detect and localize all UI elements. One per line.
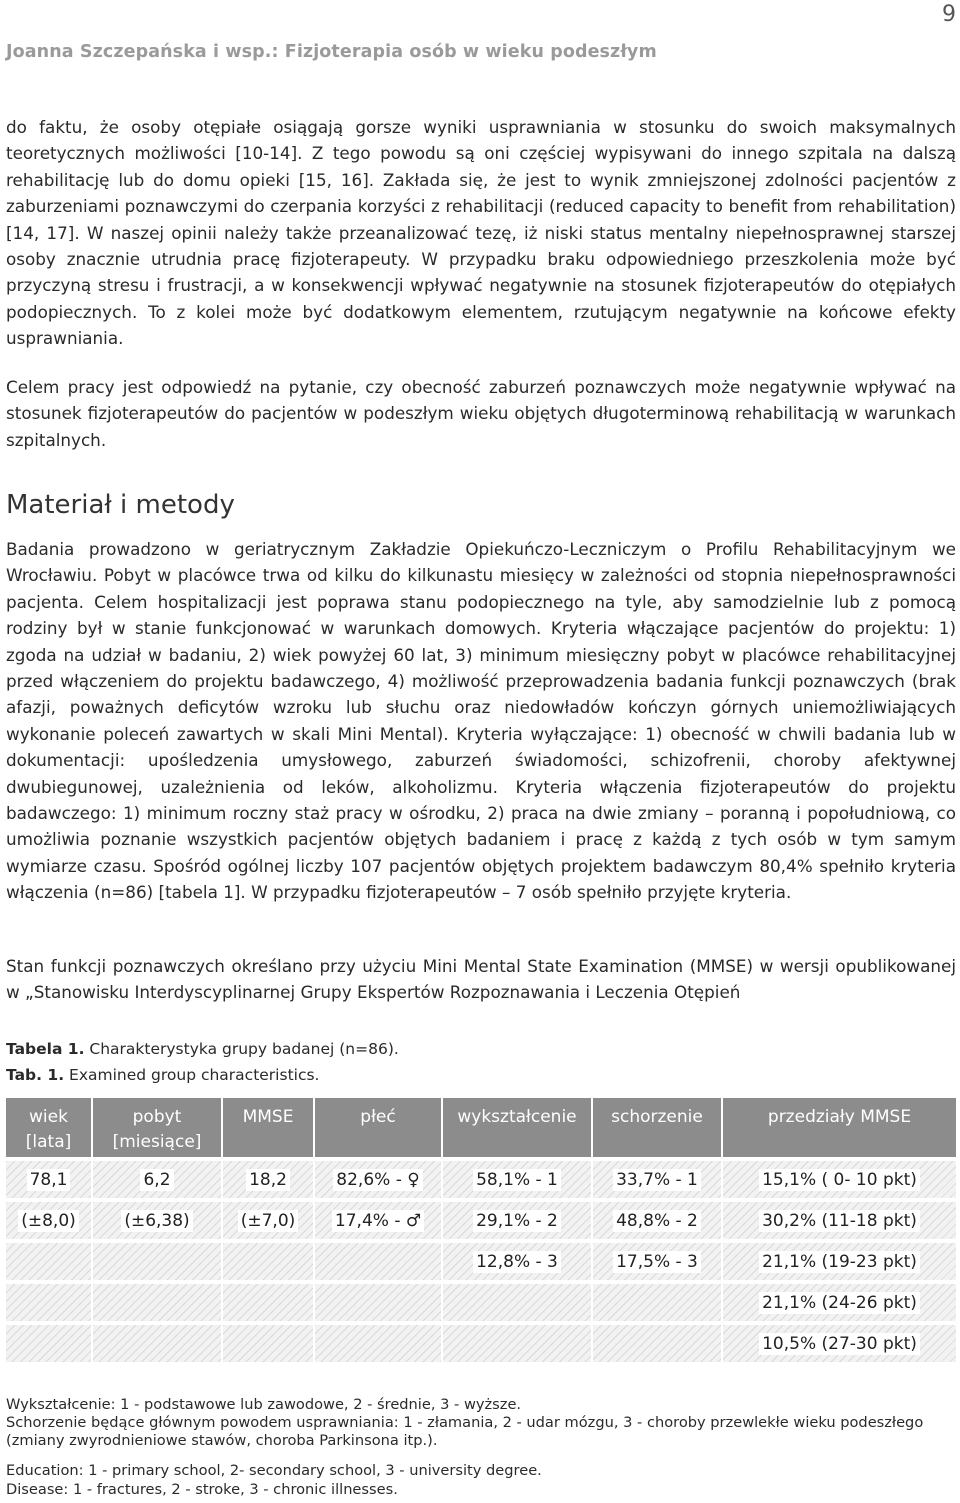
page-number: 9 xyxy=(942,2,956,27)
table-cell xyxy=(6,1200,92,1241)
table-row xyxy=(6,1241,956,1282)
cell-value: 18,2 xyxy=(246,1169,290,1191)
cell-value: 33,7% - 1 xyxy=(613,1169,701,1191)
table-caption-pl-label: Tabela 1. xyxy=(6,1040,85,1058)
table-cell xyxy=(92,1282,222,1323)
cell-value: 15,1% ( 0- 10 pkt) xyxy=(759,1169,920,1191)
legend-education-en: Education: 1 - primary school, 2- secondary school, 3 - university degree. xyxy=(6,1462,542,1479)
table-cell xyxy=(592,1323,722,1364)
table-cell xyxy=(6,1159,92,1200)
table-cell xyxy=(722,1241,956,1282)
header-age: wiek [lata] xyxy=(6,1098,92,1159)
table-cell xyxy=(592,1241,722,1282)
paragraph-intro: do faktu, że osoby otępiałe osiągają gorsze wyniki usprawniania w stosunku do swoich maksymalnych teoretycznych możliwości [10-14]. Z tego powodu są oni częściej wypisywani do innego szpitala na dalszą rehabilitację lub do domu opieki [15, 16]. Zakłada się, że jest to wynik zmniejszonej zdolności pacjentów z zaburzeniami poznawczymi do czerpania korzyści z rehabilitacji (reduced capacity to benefit from rehabilitation) [14, 17]. W naszej opinii należy także przeanalizować tezę, iż niski status mentalny niepełnosprawnej starszej osoby znacznie utrudnia pracę fizjoterapeuty. W przypadku braku odpowiedniego przeszkolenia może być przyczyną stresu i frustracji, a w konsekwencji wpływać negatywnie na stosunek fizjoterapeutów do otępiałych podopiecznych. To z kolei może być dodatkowym elementem, rzutującym negatywnie na końcowe efekty usprawniania. xyxy=(6,117,956,349)
legend-disease-pl: Schorzenie będące głównym powodem usprawniania: 1 - złamania, 2 - udar mózgu, 3 - choroby przewlekłe wieku podeszłego (zmiany zwyrodnieniowe stawów, choroba Parkinsona itp.). xyxy=(6,1414,924,1449)
running-header: Joanna Szczepańska i wsp.: Fizjoterapia osób w wieku podeszłym xyxy=(6,42,657,62)
table-cell xyxy=(6,1323,92,1364)
table-cell xyxy=(92,1200,222,1241)
table-cell xyxy=(222,1159,314,1200)
section-heading-methods: Materiał i metody xyxy=(6,490,235,520)
group-characteristics-table xyxy=(6,1098,956,1366)
paragraph-aim: Celem pracy jest odpowiedź na pytanie, czy obecność zaburzeń poznawczych może negatywnie wpływać na stosunek fizjoterapeutów do pacjentów w podeszłym wieku objętych długoterminową rehabilitacją w warunkach szpitalnych. xyxy=(6,377,956,450)
table-cell xyxy=(592,1200,722,1241)
table-row xyxy=(6,1323,956,1364)
table-caption-en-text: Examined group characteristics. xyxy=(64,1066,320,1084)
table-caption-en-label: Tab. 1. xyxy=(6,1066,65,1084)
table-cell xyxy=(222,1323,314,1364)
table-cell xyxy=(6,1241,92,1282)
table-cell xyxy=(314,1323,442,1364)
table-cell xyxy=(222,1282,314,1323)
table-cell xyxy=(722,1200,956,1241)
header-education: wykształcenie xyxy=(442,1098,592,1159)
table-cell xyxy=(314,1241,442,1282)
table-cell xyxy=(92,1241,222,1282)
cell-value: 17,5% - 3 xyxy=(613,1251,701,1273)
cell-value: 21,1% (24-26 pkt) xyxy=(759,1292,920,1314)
cell-value: 78,1 xyxy=(27,1169,71,1191)
table-cell xyxy=(442,1200,592,1241)
cell-value: (±7,0) xyxy=(238,1210,299,1232)
cell-value: (±8,0) xyxy=(18,1210,79,1232)
cell-value: 17,4% - ♂ xyxy=(332,1210,424,1232)
paragraph-mmse: Stan funkcji poznawczych określano przy użyciu Mini Mental State Examination (MMSE) w wersji opublikowanej w „Stanowisku Interdyscyplinarnej Grupy Ekspertów Rozpoznawania i Leczenia Otępień xyxy=(6,956,956,1003)
table-caption-pl xyxy=(6,1040,399,1058)
table-cell xyxy=(442,1159,592,1200)
table-cell xyxy=(314,1282,442,1323)
table-cell xyxy=(592,1282,722,1323)
table-cell xyxy=(6,1282,92,1323)
cell-value: 82,6% - ♀ xyxy=(333,1169,422,1191)
legend-disease-en: Disease: 1 - fractures, 2 - stroke, 3 - chronic illnesses. xyxy=(6,1481,398,1498)
table-cell xyxy=(222,1200,314,1241)
cell-value: 30,2% (11-18 pkt) xyxy=(759,1210,920,1232)
cell-value: 10,5% (27-30 pkt) xyxy=(759,1333,920,1355)
cell-value: 12,8% - 3 xyxy=(473,1251,561,1273)
table-cell xyxy=(314,1159,442,1200)
table-cell xyxy=(92,1159,222,1200)
cell-value: (±6,38) xyxy=(121,1210,192,1232)
paragraph-methods: Badania prowadzono w geriatrycznym Zakładzie Opiekuńczo-Leczniczym o Profilu Rehabilitacyjnym we Wrocławiu. Pobyt w placówce trwa od kilku do kilkunastu miesięcy w zależności od stopnia niepełnosprawności pacjenta. Celem hospitalizacji jest poprawa stanu podopiecznego na tyle, aby samodzielnie lub z pomocą rodziny był w stanie funkcjonować w warunkach domowych. Kryteria włączające pacjentów do projektu: 1) zgoda na udział w badaniu, 2) wiek powyżej 60 lat, 3) minimum miesięczny pobyt w placówce rehabilitacyjnej przed włączeniem do projektu badawczego, 4) możliwość przeprowadzenia badania funkcji poznawczych (brak afazji, poważnych deficytów wzroku lub słuchu oraz niedowładów kończyn górnych uniemożliwiających wykonanie poleceń zawartych w skali Mini Mental). Kryteria wyłączające: 1) obecność w chwili badania lub w dokumentacji: upośledzenia umysłowego, zaburzeń świadomości, schizofrenii, choroby afektywnej dwubiegunowej, uzależnienia od leków, alkoholizmu. Kryteria włączenia fizjoterapeutów do projektu badawczego: 1) minimum roczny staż pracy w ośrodku, 2) praca na dwie zmiany – poranną i popołudniową, co umożliwia poznanie wszystkich pacjentów objętych badaniem i pracę z każdą z tych osób w tym samym wymiarze czasu. Spośród ogólnej liczby 107 pacjentów objętych projektem badawczym 80,4% spełniło kryteria włączenia (n=86) [tabela 1]. W przypadku fizjoterapeutów – 7 osób spełniło przyjęte kryteria. xyxy=(6,539,956,903)
cell-value: 21,1% (19-23 pkt) xyxy=(759,1251,920,1273)
table-cell xyxy=(222,1241,314,1282)
table-cell xyxy=(722,1159,956,1200)
table-cell xyxy=(442,1323,592,1364)
table-row xyxy=(6,1159,956,1200)
table-cell xyxy=(92,1323,222,1364)
table-cell xyxy=(442,1241,592,1282)
table-header-row xyxy=(6,1098,956,1159)
table-row xyxy=(6,1200,956,1241)
table-row xyxy=(6,1282,956,1323)
table-cell xyxy=(442,1282,592,1323)
cell-value: 6,2 xyxy=(140,1169,173,1191)
header-stay: pobyt [miesiące] xyxy=(92,1098,222,1159)
header-sex: płeć xyxy=(314,1098,442,1159)
cell-value: 48,8% - 2 xyxy=(613,1210,701,1232)
header-mmse-ranges: przedziały MMSE xyxy=(722,1098,956,1159)
table-cell xyxy=(722,1323,956,1364)
legend-education-pl: Wykształcenie: 1 - podstawowe lub zawodowe, 2 - średnie, 3 - wyższe. xyxy=(6,1396,522,1413)
cell-value: 29,1% - 2 xyxy=(473,1210,561,1232)
cell-value: 58,1% - 1 xyxy=(473,1169,561,1191)
table-cell xyxy=(722,1282,956,1323)
table-cell xyxy=(592,1159,722,1200)
table-cell xyxy=(314,1200,442,1241)
table-caption-pl-text: Charakterystyka grupy badanej (n=86). xyxy=(84,1040,399,1058)
header-mmse: MMSE xyxy=(222,1098,314,1159)
header-disease: schorzenie xyxy=(592,1098,722,1159)
table-caption-en xyxy=(6,1066,319,1084)
